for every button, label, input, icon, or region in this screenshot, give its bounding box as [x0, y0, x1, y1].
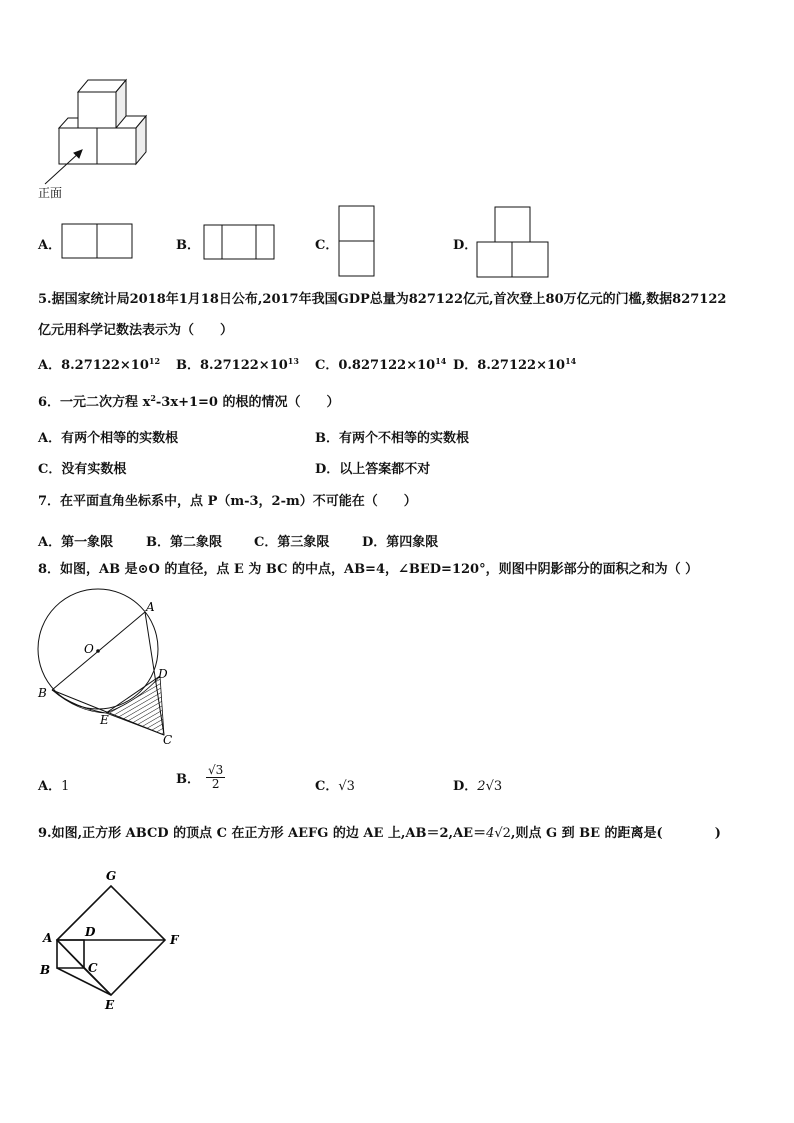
- q5-option-d-label: D．: [453, 358, 478, 373]
- q6-stem-post: -3x+1=0 的根的情况（ ）: [155, 395, 340, 410]
- q9-stem-pre: 9.如图,正方形 ABCD 的顶点 C 在正方形 AEFG 的边 AE 上,AB＝2,AE＝: [38, 826, 487, 841]
- segment-be: [57, 968, 111, 995]
- q6-option-d[interactable]: D．以上答案都不对: [315, 462, 431, 477]
- label-c: C: [88, 961, 98, 975]
- q7-option-d[interactable]: D．第四象限: [362, 535, 439, 550]
- q5-option-d-base: 8.27122×10: [477, 358, 566, 373]
- q5-option-c-base: 0.827122×10: [338, 358, 436, 373]
- q8-option-d-root: √3: [485, 779, 503, 794]
- label-e: E: [105, 998, 115, 1012]
- q9-stem-ae-root: √2: [494, 826, 511, 841]
- q5-option-a-exp: 12: [148, 356, 161, 366]
- segment-ac-diag: [57, 940, 84, 968]
- q5-option-c-exp: 14: [435, 356, 447, 366]
- q8-option-d-coef: 2: [477, 779, 486, 794]
- q8-option-b-label: B．: [176, 772, 200, 787]
- label-a: A: [146, 600, 155, 614]
- q8-option-b-num: √3: [208, 763, 224, 777]
- label-o: O: [84, 642, 94, 656]
- q4-option-c-label[interactable]: C．: [315, 238, 339, 253]
- q9-stem-post: ,则点 G 到 BE 的距离是( ): [510, 826, 721, 841]
- label-d: D: [85, 925, 96, 939]
- q9-stem-ae-coef: 4: [486, 826, 495, 841]
- q5-option-b-exp: 13: [287, 356, 299, 366]
- q5-option-c-label: C．: [315, 358, 339, 373]
- q7-option-a[interactable]: A．第一象限: [38, 535, 114, 550]
- q4-option-b-label[interactable]: B．: [176, 238, 200, 253]
- q6-option-a[interactable]: A．有两个相等的实数根: [38, 431, 179, 446]
- q6-stem-exp: 2: [150, 393, 156, 403]
- q6-option-c[interactable]: C．没有实数根: [38, 462, 127, 477]
- q5-stem-line1: 5.据国家统计局2018年1月18日公布,2017年我国GDP总量为827122亿元,首次登上80万亿元的门槛,数据827122: [38, 292, 727, 307]
- label-a: A: [43, 931, 53, 945]
- q8-option-c-value: √3: [338, 779, 355, 794]
- label-c: C: [163, 733, 173, 747]
- q7-stem: 7．在平面直角坐标系中，点 P（m-3，2-m）不可能在（ ）: [38, 494, 417, 509]
- q8-option-b-den: 2: [211, 777, 220, 791]
- q5-stem-line2: 亿元用科学记数法表示为（ ）: [38, 323, 234, 338]
- label-b: B: [40, 963, 51, 977]
- q4-option-a-label[interactable]: A．: [38, 238, 62, 253]
- q8-option-a-label: A．: [38, 779, 62, 794]
- q5-option-b-label: B．: [176, 358, 200, 373]
- q7-option-c[interactable]: C．第三象限: [254, 535, 330, 550]
- q8-stem: 8．如图，AB 是⊙O 的直径，点 E 为 BC 的中点，AB=4，∠BED=120°，则图中阴影部分的面积之和为（ ）: [38, 562, 699, 577]
- label-g: G: [106, 869, 117, 883]
- q6-stem-pre: 6．一元二次方程 x: [38, 395, 151, 410]
- q5-option-a-label: A．: [38, 358, 62, 373]
- front-label: 正面: [38, 186, 63, 200]
- label-b: B: [38, 686, 47, 700]
- q5-option-a-base: 8.27122×10: [61, 358, 149, 373]
- label-e: E: [100, 713, 109, 727]
- q4-option-d-label[interactable]: D．: [453, 238, 478, 253]
- q5-option-b-base: 8.27122×10: [200, 358, 288, 373]
- q5-option-d-exp: 14: [565, 356, 577, 366]
- q7-option-b[interactable]: B．第二象限: [146, 535, 222, 550]
- q8-option-d-label: D．: [453, 779, 478, 794]
- label-f: F: [170, 933, 179, 947]
- q8-option-a-value: 1: [61, 779, 70, 794]
- q6-option-b[interactable]: B．有两个不相等的实数根: [315, 431, 469, 446]
- label-d: D: [158, 667, 168, 681]
- q8-option-c-label: C．: [315, 779, 339, 794]
